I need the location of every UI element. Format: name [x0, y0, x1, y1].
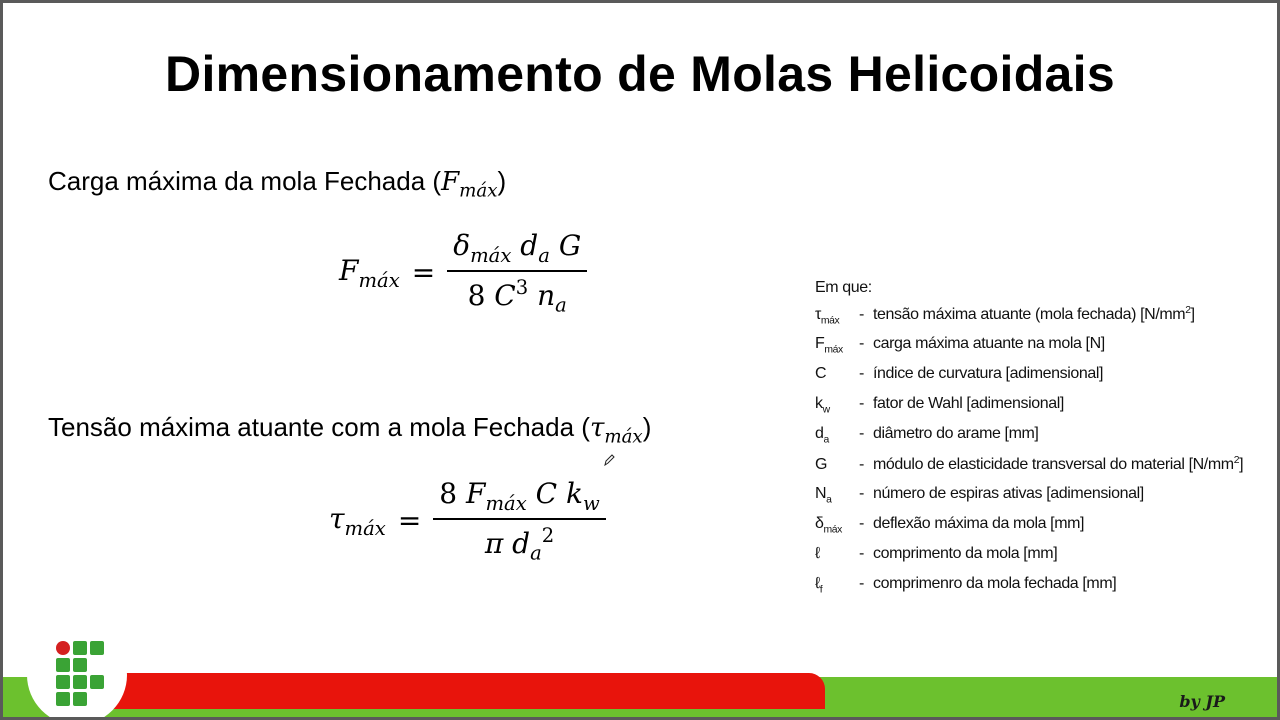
legend-row — [815, 365, 1243, 395]
legend-dash: - — [859, 575, 864, 592]
section-heading-text: Tensão máxima atuante com a mola Fechada ( — [48, 412, 590, 442]
legend-dash: - — [859, 335, 864, 352]
legend-dash: - — [859, 395, 864, 412]
legend-description: diâmetro do arame [mm] — [873, 425, 1039, 442]
fraction — [447, 229, 587, 316]
legend-description: tensão máxima atuante (mola fechada) $[N/mm^2]$ — [873, 305, 1195, 324]
formula-force — [339, 229, 587, 316]
legend-symbol: G — [815, 456, 828, 474]
legend-symbol: $N_a$ — [815, 485, 832, 506]
legend-description: número de espiras ativas [adimensional] — [873, 485, 1144, 502]
legend-row — [815, 335, 1243, 365]
legend-row — [815, 395, 1243, 425]
author-signature: by JP — [1179, 692, 1225, 711]
section-heading-close: ) — [497, 166, 507, 196]
legend-dash: - — [859, 425, 864, 442]
legend-heading: Em que: — [815, 279, 872, 296]
numerator: $\delta_{máx}$ $d_a$ G — [447, 229, 587, 272]
legend-description: deflexão máxima da mola [mm] — [873, 515, 1085, 532]
numerator: 8 $F_{máx}$ C $k_w$ — [433, 477, 605, 520]
legend-symbol: $k_w$ — [815, 395, 830, 416]
legend-dash: - — [859, 515, 864, 532]
denominator: 8 $C^3$ $n_a$ — [467, 275, 567, 317]
legend-description: comprimenro da mola fechada [mm] — [873, 575, 1117, 592]
pen-cursor-icon — [603, 453, 615, 467]
formula-stress — [329, 477, 606, 564]
equals-sign: = — [411, 256, 436, 290]
legend-symbol: ℓ — [815, 545, 820, 562]
equals-sign: = — [397, 504, 422, 538]
slide-title: Dimensionamento de Molas Helicoidais — [165, 46, 1115, 102]
legend-description: módulo de elasticidade transversal do material $[N/mm^2]$ — [873, 455, 1244, 474]
institution-logo-icon — [55, 640, 105, 710]
formula-lhs: $F_{máx}$ — [339, 253, 400, 292]
legend-row — [815, 455, 1243, 485]
slide — [3, 3, 1277, 717]
legend-dash: - — [859, 456, 864, 474]
legend-row — [815, 545, 1243, 575]
legend-row — [815, 425, 1243, 455]
legend-description: índice de curvatura [adimensional] — [873, 365, 1104, 382]
legend-symbol: $d_a$ — [815, 425, 829, 446]
denominator: π $d_a^2$ — [484, 523, 555, 565]
section-heading-carga — [48, 166, 506, 201]
formula-lhs: $\tau_{máx}$ — [329, 501, 386, 540]
legend-dash: - — [859, 485, 864, 502]
footer-red-bar — [113, 673, 825, 709]
legend-symbol: $\tau_{máx}$ — [815, 306, 840, 327]
legend — [815, 279, 1243, 605]
section-heading-text: Carga máxima da mola Fechada ( — [48, 166, 442, 196]
legend-description: fator de Wahl [adimensional] — [873, 395, 1064, 412]
section-heading-symbol-sub: máx — [604, 426, 643, 448]
legend-row — [815, 515, 1243, 545]
section-heading-close: ) — [642, 412, 652, 442]
legend-description: carga máxima atuante na mola [N] — [873, 335, 1105, 352]
legend-symbol: $F_{máx}$ — [815, 335, 843, 356]
legend-dash: - — [859, 545, 864, 562]
section-heading-symbol-sub: máx — [459, 180, 498, 202]
legend-dash: - — [859, 365, 864, 382]
legend-row — [815, 305, 1243, 335]
legend-symbol: C — [815, 365, 827, 382]
fraction — [433, 477, 605, 564]
legend-symbol: $\delta_{máx}$ — [815, 515, 842, 536]
legend-symbol: ℓ$_f$ — [815, 575, 823, 596]
legend-row — [815, 575, 1243, 605]
section-heading-symbol: τ — [589, 413, 605, 443]
legend-row — [815, 485, 1243, 515]
section-heading-symbol: F — [441, 167, 460, 197]
legend-dash: - — [859, 306, 864, 324]
legend-description: comprimento da mola [mm] — [873, 545, 1058, 562]
section-heading-tensao — [48, 412, 651, 447]
